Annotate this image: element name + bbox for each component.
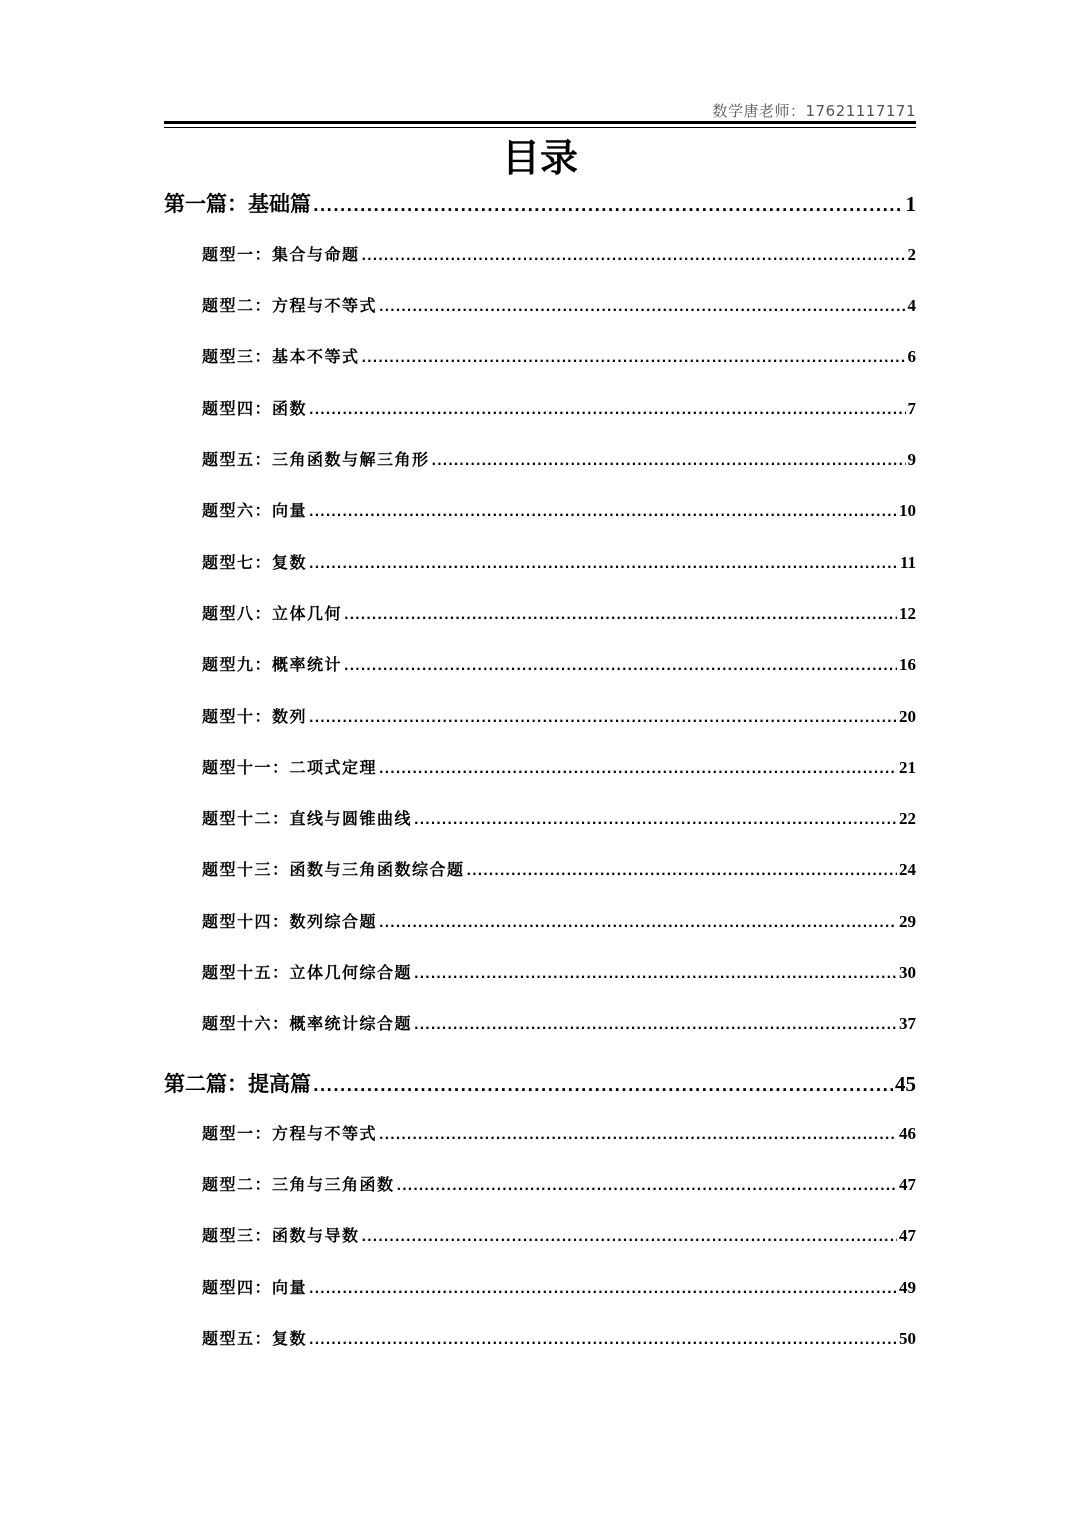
dot-leader — [379, 1128, 897, 1142]
toc-entry[interactable] — [202, 1121, 916, 1144]
dot-leader — [397, 1179, 897, 1193]
toc-entry[interactable] — [202, 1172, 916, 1195]
toc-page-number: 1 — [905, 192, 916, 216]
dot-leader — [414, 967, 897, 981]
dot-leader — [344, 608, 897, 622]
toc-page-number: 7 — [907, 399, 916, 418]
toc-entry[interactable] — [202, 344, 916, 367]
dot-leader — [309, 505, 897, 519]
page-title: 目录 — [501, 136, 578, 180]
toc-entry-label: 题型十一：二项式定理 — [202, 758, 378, 777]
toc-entry-label: 题型十六：概率统计综合题 — [202, 1014, 413, 1033]
toc-entry[interactable] — [202, 550, 916, 573]
toc-entry[interactable] — [202, 1326, 916, 1349]
toc-page-number: 6 — [907, 347, 916, 366]
toc-entry-label: 题型五：复数 — [202, 1329, 308, 1348]
dot-leader — [432, 454, 906, 468]
toc-entry-label: 题型二：三角与三角函数 — [202, 1175, 395, 1194]
toc-page-number: 49 — [899, 1278, 916, 1297]
toc-entry-label: 题型七：复数 — [202, 553, 308, 572]
toc-page-number: 20 — [899, 707, 916, 726]
dot-leader — [379, 300, 905, 314]
dot-leader — [362, 249, 906, 263]
toc-page-number: 46 — [899, 1124, 916, 1143]
toc-entry[interactable] — [202, 909, 916, 932]
toc-entry[interactable] — [202, 1011, 916, 1034]
toc-page-number: 47 — [899, 1175, 916, 1194]
toc-part-1[interactable] — [164, 188, 916, 218]
toc-entry[interactable] — [202, 1223, 916, 1246]
toc-entry[interactable] — [202, 447, 916, 470]
toc-part-label: 第一篇：基础篇 — [164, 192, 311, 216]
dot-leader — [379, 762, 897, 776]
dot-leader — [313, 1077, 893, 1095]
toc-entry-label: 题型五：三角函数与解三角形 — [202, 450, 430, 469]
toc-entry[interactable] — [202, 857, 916, 880]
toc-page-number: 37 — [899, 1014, 916, 1033]
dot-leader — [313, 197, 904, 215]
toc-part-2[interactable] — [164, 1068, 916, 1098]
toc-page-number: 30 — [899, 963, 916, 982]
toc-page-number: 2 — [907, 245, 916, 264]
toc-page-number: 50 — [899, 1329, 916, 1348]
toc-part-label: 第二篇：提高篇 — [164, 1072, 311, 1096]
dot-leader — [309, 557, 898, 571]
dot-leader — [362, 1230, 897, 1244]
dot-leader — [309, 711, 897, 725]
toc-page-number: 11 — [899, 553, 916, 572]
toc-entry-label: 题型四：向量 — [202, 1278, 308, 1297]
toc-entry-label: 题型一：方程与不等式 — [202, 1124, 378, 1143]
toc-entry[interactable] — [202, 498, 916, 521]
toc-entry-label: 题型二：方程与不等式 — [202, 296, 378, 315]
toc-entry-label: 题型十三：函数与三角函数综合题 — [202, 860, 465, 879]
toc-page-number: 12 — [899, 604, 916, 623]
toc-entry[interactable] — [202, 601, 916, 624]
toc-entry[interactable] — [202, 704, 916, 727]
dot-leader — [309, 1282, 897, 1296]
toc-entry[interactable] — [202, 242, 916, 265]
toc-entry[interactable] — [202, 755, 916, 778]
toc-page-number: 21 — [899, 758, 916, 777]
toc-page-number: 16 — [899, 655, 916, 674]
toc-page-number: 22 — [899, 809, 916, 828]
header-rule-thin — [164, 127, 916, 128]
dot-leader — [362, 351, 906, 365]
dot-leader — [344, 659, 897, 673]
toc-entry[interactable] — [202, 396, 916, 419]
dot-leader — [414, 813, 897, 827]
toc-entry[interactable] — [202, 806, 916, 829]
dot-leader — [309, 403, 905, 417]
toc-page-number: 45 — [895, 1072, 916, 1096]
dot-leader — [309, 1333, 897, 1347]
toc-page-number: 24 — [899, 860, 916, 879]
page-header: 数学唐老师：17621117171 — [712, 102, 916, 120]
toc-entry-label: 题型四：函数 — [202, 399, 308, 418]
toc-entry-label: 题型三：函数与导数 — [202, 1226, 360, 1245]
toc-entry[interactable] — [202, 960, 916, 983]
toc-entry[interactable] — [202, 293, 916, 316]
toc-entry-label: 题型三：基本不等式 — [202, 347, 360, 366]
header-rule-thick — [164, 121, 916, 124]
toc-entry-label: 题型九：概率统计 — [202, 655, 343, 674]
toc-page-number: 9 — [907, 450, 916, 469]
toc-page-number: 10 — [899, 501, 916, 520]
toc-entry-label: 题型八：立体几何 — [202, 604, 343, 623]
toc-entry-label: 题型十：数列 — [202, 707, 308, 726]
toc-entry-label: 题型十四：数列综合题 — [202, 912, 378, 931]
dot-leader — [379, 916, 897, 930]
dot-leader — [414, 1018, 897, 1032]
dot-leader — [467, 864, 897, 878]
toc-entry-label: 题型六：向量 — [202, 501, 308, 520]
toc-page-number: 4 — [907, 296, 916, 315]
toc-page-number: 47 — [899, 1226, 916, 1245]
toc-entry-label: 题型一：集合与命题 — [202, 245, 360, 264]
toc-entry-label: 题型十五：立体几何综合题 — [202, 963, 413, 982]
toc-entry[interactable] — [202, 652, 916, 675]
toc-page-number: 29 — [899, 912, 916, 931]
toc-entry-label: 题型十二：直线与圆锥曲线 — [202, 809, 413, 828]
toc-entry[interactable] — [202, 1275, 916, 1298]
